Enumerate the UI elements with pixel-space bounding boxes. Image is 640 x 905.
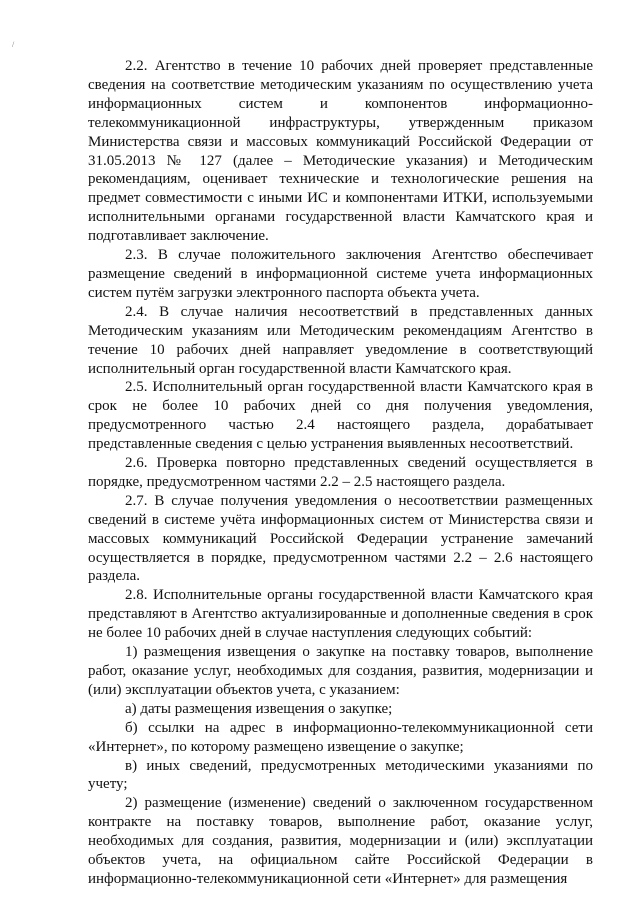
list-item-2: 2) размещение (изменение) сведений о заключенном государственном контракте на поставку товаров, выполнение работ, оказание услуг, необходимых для создания, развития, модернизации и (или) эксплуатации объектов учета, на официальном сайте Российской Федерации в информационно-телекоммуникационной сети «Интернет» для размещения — [88, 795, 593, 887]
margin-mark: / — [12, 40, 15, 49]
paragraph-2-7: 2.7. В случае получения уведомления о несоответствии размещенных сведений в системе учёта информационных систем от Министерства связи и массовых коммуникаций Российской Федерации устранение замечаний осуществляется в порядке, предусмотренном частями 2.2 – 2.6 настоящего раздела. — [88, 492, 593, 585]
paragraph-2-6: 2.6. Проверка повторно представленных сведений осуществляется в порядке, предусмотренном частями 2.2 – 2.5 настоящего раздела. — [88, 455, 593, 490]
paragraph-2-2: 2.2. Агентство в течение 10 рабочих дней проверяет представленные сведения на соответствие методическим указаниям по осуществлению учета информационных систем и компонентов информационно-телекоммуникационной инфраструктуры, утвержденным приказом Министерства связи и массовых коммуникаций Российской Федерации от 31.05.2013 № 127 (далее – Методические указания) и Методическим рекомендациям, оценивает технические и технологические решения на предмет совместимости с иными ИС и компонентами ИТКИ, используемыми исполнительными органами государственной власти Камчатского края и подготавливает заключение. — [88, 58, 593, 245]
paragraph-2-8: 2.8. Исполнительные органы государственной власти Камчатского края представляют в Агентство актуализированные и дополненные сведения в срок не более 10 рабочих дней в случае наступления следующих событий: — [88, 587, 593, 642]
paragraph-2-3: 2.3. В случае положительного заключения Агентство обеспечивает размещение сведений в информационной системе учета информационных систем путём загрузки электронного паспорта объекта учета. — [88, 247, 593, 301]
document-page — [88, 57, 593, 889]
paragraph-2-4: 2.4. В случае наличия несоответствий в представленных данных Методическим указаниям или Методическим рекомендациям Агентство в течение 10 рабочих дней направляет уведомление в соответствующий исполнительный орган государственной власти Камчатского края. — [88, 303, 593, 377]
paragraph-2-5: 2.5. Исполнительный орган государственной власти Камчатского края в срок не более 10 рабочих дней со дня получения уведомления, предусмотренного частью 2.4 настоящего раздела, дорабатывает представленные сведения с целью устранения выявленных несоответствий. — [88, 379, 593, 453]
list-item-a: а) даты размещения извещения о закупке; — [125, 700, 393, 717]
list-item-b: б) ссылки на адрес в информационно-телекоммуникационной сети «Интернет», по которому размещено извещение о закупке; — [88, 719, 593, 755]
list-item-v: в) иных сведений, предусмотренных методическими указаниями по учету; — [88, 757, 593, 793]
list-item-1: 1) размещения извещения о закупке на поставку товаров, выполнение работ, оказание услуг, необходимых для создания, развития, модернизации и (или) эксплуатации объектов учета, с указанием: — [88, 644, 593, 698]
